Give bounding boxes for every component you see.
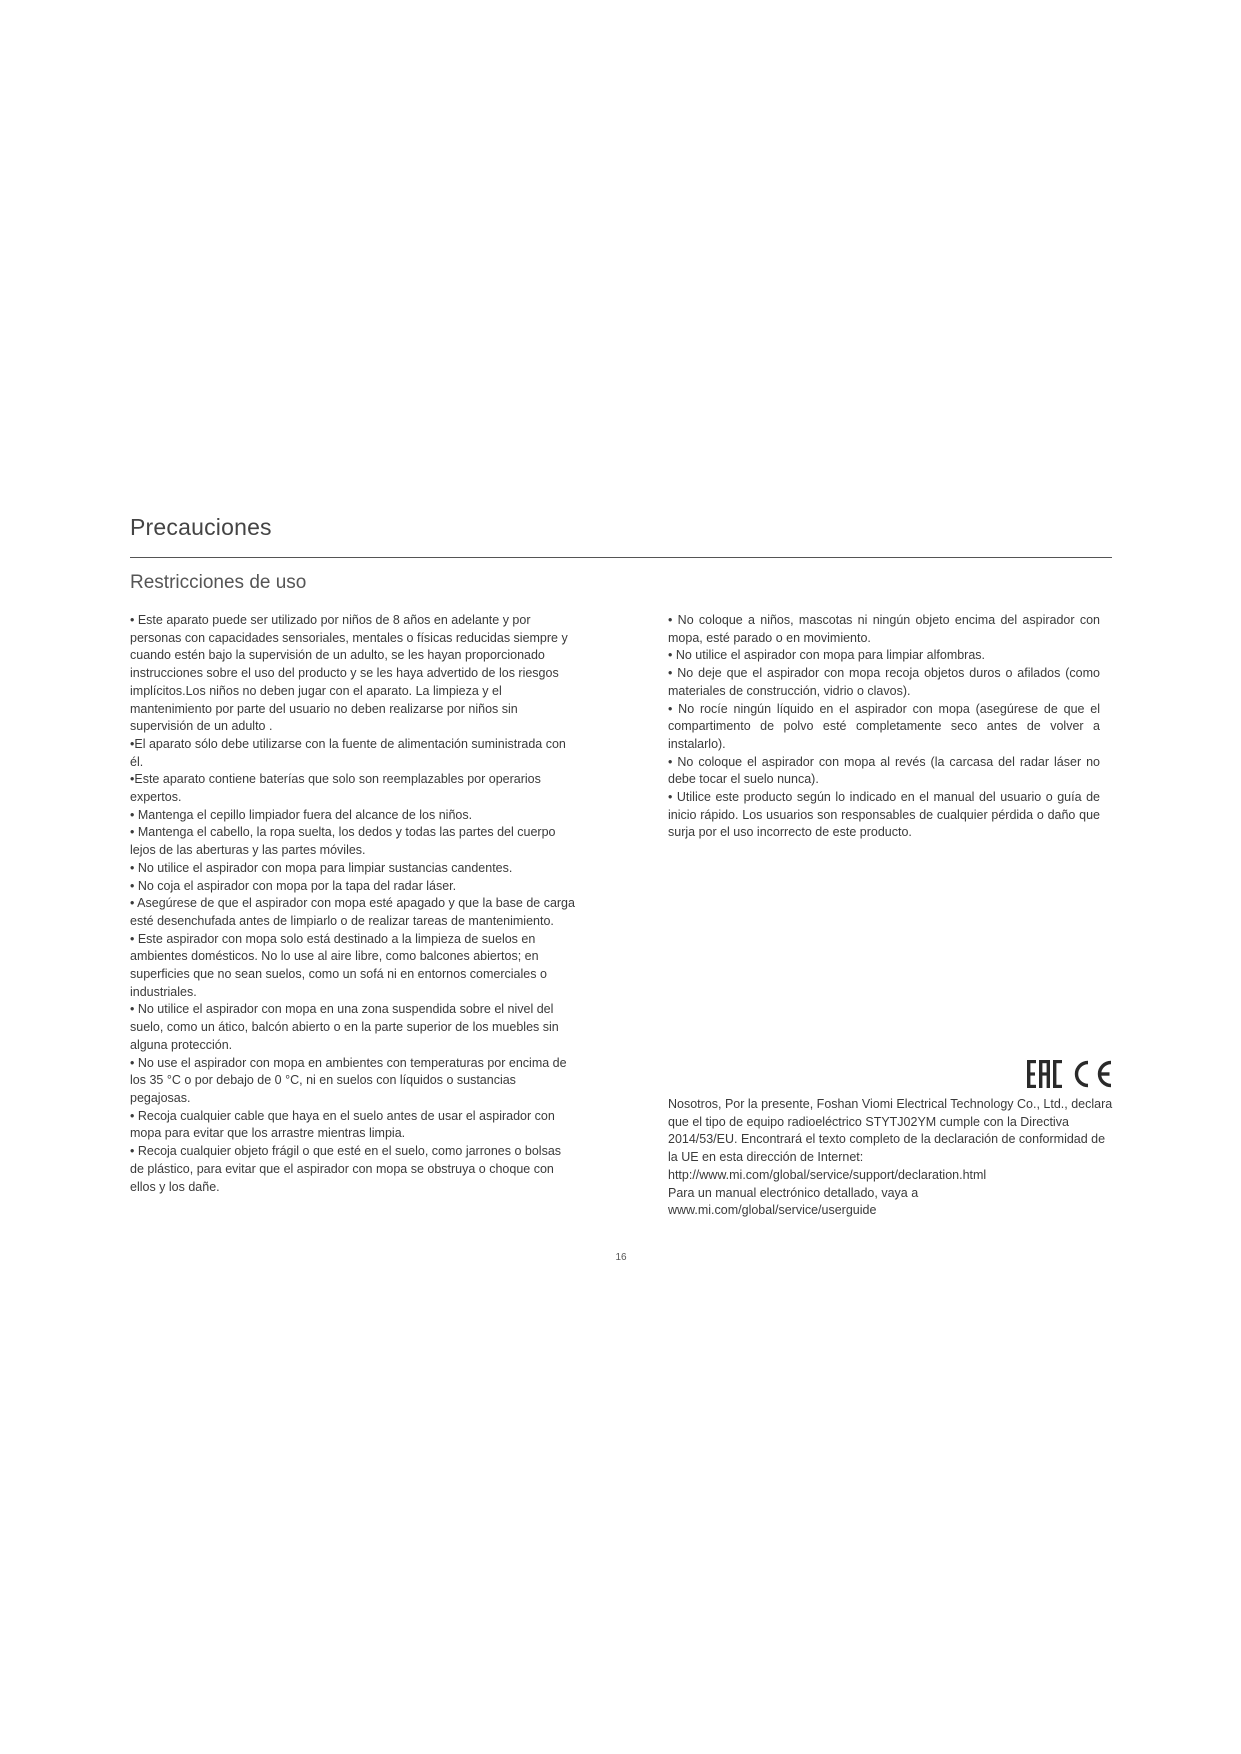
- list-item: • Asegúrese de que el aspirador con mopa esté apagado y que la base de carga esté desenchufada antes de limpiarlo o de realizar tareas de mantenimiento.: [130, 896, 575, 928]
- list-item: • No rocíe ningún líquido en el aspirador con mopa (asegúrese de que el compartimento de polvo esté completamente seco antes de volver a instalarlo).: [668, 701, 1100, 751]
- list-item: •El aparato sólo debe utilizarse con la fuente de alimentación suministrada con él.: [130, 736, 566, 769]
- user-guide-text: Para un manual electrónico detallado, vaya a www.mi.com/global/service/userguide: [668, 1185, 919, 1218]
- page-title: Precauciones: [130, 514, 272, 540]
- title-divider: [130, 557, 1112, 558]
- list-item: • No coloque a niños, mascotas ni ningún objeto encima del aspirador con mopa, esté parado o en movimiento.: [668, 613, 1100, 645]
- list-item: • No coloque el aspirador con mopa al revés (la carcasa del radar láser no debe tocar el suelo nunca).: [668, 754, 1100, 787]
- section-title: Restricciones de uso: [130, 572, 307, 593]
- list-item: • Mantenga el cabello, la ropa suelta, los dedos y todas las partes del cuerpo lejos de las aberturas y las partes móviles.: [130, 825, 556, 858]
- declaration-of-conformity: [668, 1096, 1113, 1220]
- list-item: • No coja el aspirador con mopa por la tapa del radar láser.: [130, 878, 457, 893]
- list-item: • No deje que el aspirador con mopa recoja objetos duros o afilados (como materiales de construcción, vidrio o clavos).: [668, 666, 1100, 698]
- certification-marks: [1025, 1057, 1115, 1091]
- eac-mark-icon: [1027, 1060, 1062, 1088]
- left-column: [130, 612, 575, 1196]
- list-item: • Este aparato puede ser utilizado por niños de 8 años en adelante y por personas con capacidades sensoriales, mentales o físicas reducidas siempre y cuando estén bajo la supervisión de un adulto, se les hayan proporcionado instrucciones sobre el uso del producto y se les haya advertido de los riesgos implícitos.Los niños no deben jugar con el aparato. La limpieza y el mantenimiento por parte del usuario no deben realizarse por niños sin supervisión de un adulto .: [130, 613, 568, 734]
- list-item: •Este aparato contiene baterías que solo son reemplazables por operarios expertos.: [130, 772, 541, 805]
- ce-mark-icon: [1077, 1063, 1112, 1086]
- list-item: • No use el aspirador con mopa en ambientes con temperaturas por encima de los 35 °C o por debajo de 0 °C, ni en suelos con líquidos o sustancias pegajosas.: [130, 1055, 567, 1105]
- list-item: • Recoja cualquier objeto frágil o que esté en el suelo, como jarrones o bolsas de plástico, para evitar que el aspirador con mopa se obstruya o choque con ellos y los dañe.: [130, 1144, 562, 1194]
- list-item: • No utilice el aspirador con mopa en una zona suspendida sobre el nivel del suelo, como un ático, balcón abierto o en la parte superior de los muebles sin alguna protección.: [130, 1002, 559, 1052]
- list-item: • Este aspirador con mopa solo está destinado a la limpieza de suelos en ambientes domésticos. No lo use al aire libre, como balcones abiertos; en superficies que no sean suelos, como un sofá ni en entornos comerciales o industriales.: [130, 931, 547, 999]
- list-item: • Mantenga el cepillo limpiador fuera del alcance de los niños.: [130, 807, 473, 822]
- list-item: • No utilice el aspirador con mopa para limpiar sustancias candentes.: [130, 860, 513, 875]
- page-number: 16: [615, 1252, 627, 1263]
- declaration-text: Nosotros, Por la presente, Foshan Viomi Electrical Technology Co., Ltd., declara que el tipo de equipo radioeléctrico STYTJ02YM cumple con la Directiva 2014/53/EU. Encontrará el texto completo de la declaración de conformidad de la UE en esta dirección de Internet: http://www.mi.com/global/service/support/declaration.html: [668, 1097, 1113, 1182]
- right-column: [668, 612, 1100, 842]
- list-item: • No utilice el aspirador con mopa para limpiar alfombras.: [668, 648, 986, 663]
- list-item: • Recoja cualquier cable que haya en el suelo antes de usar el aspirador con mopa para evitar que los arrastre mientras limpia.: [130, 1108, 555, 1141]
- list-item: • Utilice este producto según lo indicado en el manual del usuario o guía de inicio rápido. Los usuarios son responsables de cualquier pérdida o daño que surja por el uso incorrecto de este producto.: [668, 790, 1100, 840]
